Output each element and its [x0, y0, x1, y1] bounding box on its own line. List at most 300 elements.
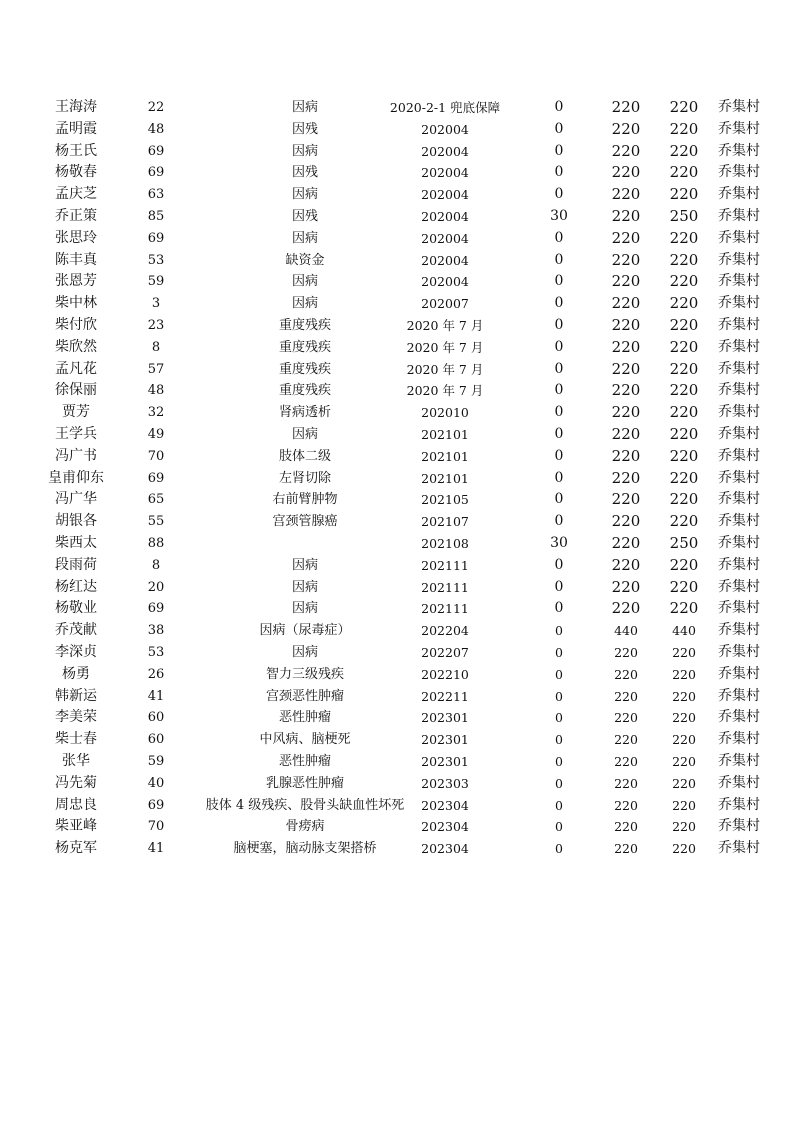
table-row: [0, 642, 793, 664]
base-amount-cell: 220: [611, 381, 641, 400]
data-table: [0, 97, 793, 860]
table-row: [0, 729, 793, 751]
total-amount-cell: 220: [672, 841, 696, 857]
subsidy-add-cell: 0: [555, 710, 563, 726]
name-cell: 孟明霞: [55, 120, 97, 137]
village-cell: 乔集村: [718, 687, 760, 704]
name-cell: 陈丰真: [55, 251, 97, 268]
reason-cell: 因病: [291, 557, 319, 573]
reason-cell: 恶性肿瘤: [278, 753, 332, 769]
age-cell: 88: [147, 535, 165, 551]
village-cell: 乔集村: [718, 164, 760, 181]
date-cell: 202004: [421, 143, 469, 159]
subsidy-add-cell: 0: [554, 360, 564, 377]
name-cell: 柴付欣: [55, 316, 97, 333]
total-amount-cell: 220: [669, 141, 699, 160]
reason-cell: 因残: [291, 121, 319, 137]
date-cell: 202304: [421, 841, 469, 857]
village-cell: 乔集村: [718, 295, 760, 312]
reason-cell: 因残: [291, 165, 319, 181]
age-cell: 70: [147, 819, 165, 835]
date-cell: 202004: [421, 121, 469, 137]
table-row: [0, 468, 793, 490]
subsidy-add-cell: 0: [554, 186, 564, 203]
total-amount-cell: 220: [672, 775, 696, 791]
base-amount-cell: 220: [614, 644, 638, 660]
base-amount-cell: 220: [611, 163, 641, 182]
subsidy-add-cell: 0: [555, 797, 563, 813]
subsidy-add-cell: 0: [554, 600, 564, 617]
table-row: [0, 315, 793, 337]
base-amount-cell: 220: [614, 710, 638, 726]
name-cell: 杨王氏: [55, 142, 97, 159]
total-amount-cell: 220: [672, 666, 696, 682]
date-cell: 202101: [421, 470, 469, 486]
village-cell: 乔集村: [718, 643, 760, 660]
date-cell: 202004: [421, 274, 469, 290]
table-row: [0, 271, 793, 293]
subsidy-add-cell: 0: [554, 382, 564, 399]
village-cell: 乔集村: [718, 665, 760, 682]
age-cell: 69: [147, 470, 165, 486]
reason-cell: 智力三级残疾: [265, 666, 345, 682]
age-cell: 69: [147, 797, 165, 813]
name-cell: 段雨荷: [55, 556, 97, 573]
table-row: [0, 141, 793, 163]
total-amount-cell: 250: [669, 533, 699, 552]
village-cell: 乔集村: [718, 796, 760, 813]
reason-cell: 因病: [291, 601, 319, 617]
name-cell: 冯先菊: [55, 774, 97, 791]
subsidy-add-cell: 0: [554, 578, 564, 595]
village-cell: 乔集村: [718, 709, 760, 726]
date-cell: 202301: [421, 710, 469, 726]
reason-cell: 重度残疾: [278, 361, 332, 377]
name-cell: 李美荣: [55, 709, 97, 726]
name-cell: 孟凡花: [55, 360, 97, 377]
name-cell: 柴欣然: [55, 338, 97, 355]
reason-cell: 宫颈恶性肿瘤: [265, 688, 345, 704]
age-cell: 49: [147, 426, 165, 442]
reason-cell: 中风病、脑梗死: [259, 732, 351, 748]
table-row: [0, 816, 793, 838]
subsidy-add-cell: 0: [555, 623, 563, 639]
village-cell: 乔集村: [718, 752, 760, 769]
subsidy-add-cell: 0: [555, 819, 563, 835]
age-cell: 38: [147, 623, 165, 639]
name-cell: 杨勇: [62, 665, 90, 682]
village-cell: 乔集村: [718, 556, 760, 573]
base-amount-cell: 220: [611, 446, 641, 465]
base-amount-cell: 220: [611, 533, 641, 552]
name-cell: 贾芳: [62, 404, 90, 421]
date-cell: 2020 年 7 月: [406, 361, 484, 377]
age-cell: 60: [147, 710, 165, 726]
name-cell: 柴亚峰: [55, 818, 97, 835]
age-cell: 48: [147, 121, 165, 137]
reason-cell: 恶性肿瘤: [278, 710, 332, 726]
table-row: [0, 97, 793, 119]
total-amount-cell: 220: [672, 688, 696, 704]
base-amount-cell: 220: [611, 141, 641, 160]
table-row: [0, 162, 793, 184]
village-cell: 乔集村: [718, 382, 760, 399]
village-cell: 乔集村: [718, 316, 760, 333]
base-amount-cell: 220: [614, 819, 638, 835]
name-cell: 乔正策: [55, 207, 97, 224]
name-cell: 乔茂献: [55, 622, 97, 639]
total-amount-cell: 440: [672, 623, 696, 639]
reason-cell: 重度残疾: [278, 317, 332, 333]
name-cell: 李深贞: [55, 643, 97, 660]
reason-cell: 因病（尿毒症）: [259, 623, 351, 639]
village-cell: 乔集村: [718, 273, 760, 290]
date-cell: 2020 年 7 月: [406, 317, 484, 333]
total-amount-cell: 220: [669, 98, 699, 116]
name-cell: 孟庆芝: [55, 186, 97, 203]
name-cell: 冯广书: [55, 447, 97, 464]
subsidy-add-cell: 0: [554, 316, 564, 333]
total-amount-cell: 220: [672, 819, 696, 835]
date-cell: 202210: [421, 666, 469, 682]
subsidy-add-cell: 0: [555, 732, 563, 748]
total-amount-cell: 220: [672, 644, 696, 660]
table-row: [0, 664, 793, 686]
total-amount-cell: 220: [669, 468, 699, 487]
reason-cell: 重度残疾: [278, 339, 332, 355]
total-amount-cell: 220: [669, 599, 699, 618]
age-cell: 70: [147, 448, 165, 464]
reason-cell: 因残: [291, 208, 319, 224]
name-cell: 胡银各: [55, 513, 97, 530]
date-cell: 202004: [421, 165, 469, 181]
age-cell: 65: [147, 492, 165, 508]
subsidy-add-cell: 0: [554, 273, 564, 290]
subsidy-add-cell: 0: [554, 99, 564, 115]
name-cell: 杨克军: [55, 840, 97, 857]
village-cell: 乔集村: [718, 731, 760, 748]
reason-cell: 因病: [291, 230, 319, 246]
subsidy-add-cell: 0: [554, 404, 564, 421]
village-cell: 乔集村: [718, 251, 760, 268]
age-cell: 23: [147, 317, 165, 333]
age-cell: 53: [147, 252, 165, 268]
date-cell: 202211: [421, 688, 469, 704]
total-amount-cell: 220: [669, 359, 699, 378]
total-amount-cell: 220: [669, 403, 699, 422]
table-row: [0, 337, 793, 359]
date-cell: 202304: [421, 819, 469, 835]
date-cell: 2020 年 7 月: [406, 339, 484, 355]
subsidy-add-cell: 0: [555, 841, 563, 857]
subsidy-add-cell: 0: [554, 142, 564, 159]
total-amount-cell: 220: [669, 163, 699, 182]
subsidy-add-cell: 0: [554, 229, 564, 246]
table-row: [0, 598, 793, 620]
table-row: [0, 773, 793, 795]
subsidy-add-cell: 0: [554, 513, 564, 530]
table-row: [0, 446, 793, 468]
date-cell: 202101: [421, 448, 469, 464]
date-cell: 202004: [421, 208, 469, 224]
base-amount-cell: 220: [614, 666, 638, 682]
village-cell: 乔集村: [718, 207, 760, 224]
age-cell: 69: [147, 230, 165, 246]
base-amount-cell: 220: [614, 688, 638, 704]
base-amount-cell: 220: [614, 753, 638, 769]
age-cell: 41: [147, 688, 165, 704]
base-amount-cell: 220: [611, 424, 641, 443]
total-amount-cell: 220: [669, 119, 699, 138]
reason-cell: 骨痨病: [285, 819, 325, 835]
total-amount-cell: 220: [669, 250, 699, 269]
reason-cell: 肢体 4 级残疾、股骨头缺血性坏死: [205, 797, 405, 813]
village-cell: 乔集村: [718, 404, 760, 421]
table-row: [0, 511, 793, 533]
subsidy-add-cell: 0: [554, 338, 564, 355]
date-cell: 202004: [421, 187, 469, 203]
total-amount-cell: 220: [669, 337, 699, 356]
age-cell: 32: [147, 405, 165, 421]
subsidy-add-cell: 0: [555, 688, 563, 704]
age-cell: 59: [147, 274, 165, 290]
date-cell: 202304: [421, 797, 469, 813]
village-cell: 乔集村: [718, 774, 760, 791]
reason-cell: 因病: [291, 143, 319, 159]
total-amount-cell: 220: [669, 424, 699, 443]
total-amount-cell: 250: [669, 206, 699, 225]
base-amount-cell: 220: [611, 98, 641, 116]
age-cell: 40: [147, 775, 165, 791]
age-cell: 69: [147, 165, 165, 181]
subsidy-add-cell: 0: [555, 644, 563, 660]
age-cell: 55: [147, 514, 165, 530]
name-cell: 徐保丽: [55, 382, 97, 399]
base-amount-cell: 220: [611, 315, 641, 334]
total-amount-cell: 220: [672, 753, 696, 769]
name-cell: 柴西太: [55, 534, 97, 551]
base-amount-cell: 220: [611, 228, 641, 247]
table-row: [0, 402, 793, 424]
total-amount-cell: 220: [669, 512, 699, 531]
reason-cell: 右前臂肿物: [272, 492, 338, 508]
name-cell: 柴中林: [55, 295, 97, 312]
total-amount-cell: 220: [669, 228, 699, 247]
total-amount-cell: 220: [669, 577, 699, 596]
base-amount-cell: 220: [614, 775, 638, 791]
age-cell: 8: [151, 339, 161, 355]
reason-cell: 脑梗塞，脑动脉支架搭桥: [233, 841, 377, 857]
reason-cell: 因病: [291, 579, 319, 595]
reason-cell: 缺资金: [285, 252, 325, 268]
subsidy-add-cell: 0: [555, 775, 563, 791]
table-row: [0, 206, 793, 228]
reason-cell: 肢体二级: [278, 448, 332, 464]
date-cell: 202111: [421, 557, 469, 573]
date-cell: 202207: [421, 644, 469, 660]
table-row: [0, 795, 793, 817]
age-cell: 69: [147, 143, 165, 159]
village-cell: 乔集村: [718, 600, 760, 617]
base-amount-cell: 220: [611, 403, 641, 422]
age-cell: 20: [147, 579, 165, 595]
village-cell: 乔集村: [718, 534, 760, 551]
table-row: [0, 533, 793, 555]
age-cell: 8: [151, 557, 161, 573]
total-amount-cell: 220: [672, 797, 696, 813]
date-cell: 202007: [421, 296, 469, 312]
base-amount-cell: 220: [611, 599, 641, 618]
date-cell: 2020-2-1 兜底保障: [389, 100, 501, 115]
village-cell: 乔集村: [718, 142, 760, 159]
village-cell: 乔集村: [718, 491, 760, 508]
date-cell: 202108: [421, 535, 469, 551]
total-amount-cell: 220: [672, 710, 696, 726]
reason-cell: 因病: [291, 100, 319, 115]
table-row: [0, 555, 793, 577]
village-cell: 乔集村: [718, 513, 760, 530]
base-amount-cell: 220: [611, 250, 641, 269]
reason-cell: 因病: [291, 426, 319, 442]
age-cell: 69: [147, 601, 165, 617]
date-cell: 202301: [421, 732, 469, 748]
subsidy-add-cell: 0: [554, 491, 564, 508]
name-cell: 冯广华: [55, 491, 97, 508]
village-cell: 乔集村: [718, 840, 760, 857]
date-cell: 202010: [421, 405, 469, 421]
name-cell: 周忠良: [55, 796, 97, 813]
age-cell: 57: [147, 361, 165, 377]
village-cell: 乔集村: [718, 229, 760, 246]
name-cell: 杨敬业: [55, 600, 97, 617]
table-row: [0, 838, 793, 860]
date-cell: 202101: [421, 426, 469, 442]
date-cell: 202105: [421, 492, 469, 508]
village-cell: 乔集村: [718, 99, 760, 115]
village-cell: 乔集村: [718, 622, 760, 639]
village-cell: 乔集村: [718, 360, 760, 377]
date-cell: 202204: [421, 623, 469, 639]
reason-cell: 重度残疾: [278, 383, 332, 399]
table-row: [0, 751, 793, 773]
total-amount-cell: 220: [669, 185, 699, 204]
subsidy-add-cell: 0: [554, 120, 564, 137]
name-cell: 张华: [62, 752, 90, 769]
base-amount-cell: 220: [611, 490, 641, 509]
total-amount-cell: 220: [669, 555, 699, 574]
village-cell: 乔集村: [718, 120, 760, 137]
date-cell: 202111: [421, 601, 469, 617]
base-amount-cell: 440: [614, 623, 638, 639]
age-cell: 59: [147, 753, 165, 769]
table-row: [0, 359, 793, 381]
name-cell: 张思玲: [55, 229, 97, 246]
age-cell: 22: [147, 100, 165, 115]
total-amount-cell: 220: [669, 446, 699, 465]
age-cell: 53: [147, 644, 165, 660]
subsidy-add-cell: 0: [554, 251, 564, 268]
age-cell: 3: [151, 296, 161, 312]
date-cell: 202004: [421, 230, 469, 246]
base-amount-cell: 220: [611, 577, 641, 596]
table-row: [0, 577, 793, 599]
subsidy-add-cell: 0: [555, 666, 563, 682]
base-amount-cell: 220: [611, 337, 641, 356]
base-amount-cell: 220: [611, 272, 641, 291]
total-amount-cell: 220: [669, 490, 699, 509]
village-cell: 乔集村: [718, 469, 760, 486]
total-amount-cell: 220: [669, 294, 699, 313]
total-amount-cell: 220: [669, 381, 699, 400]
date-cell: 202303: [421, 775, 469, 791]
age-cell: 26: [147, 666, 165, 682]
table-row: [0, 620, 793, 642]
table-row: [0, 380, 793, 402]
base-amount-cell: 220: [611, 512, 641, 531]
subsidy-add-cell: 0: [554, 164, 564, 181]
reason-cell: 肾病透析: [278, 405, 332, 421]
base-amount-cell: 220: [611, 555, 641, 574]
base-amount-cell: 220: [614, 797, 638, 813]
table-row: [0, 686, 793, 708]
village-cell: 乔集村: [718, 578, 760, 595]
base-amount-cell: 220: [611, 294, 641, 313]
base-amount-cell: 220: [614, 841, 638, 857]
village-cell: 乔集村: [718, 425, 760, 442]
base-amount-cell: 220: [611, 359, 641, 378]
reason-cell: 因病: [291, 644, 319, 660]
base-amount-cell: 220: [611, 206, 641, 225]
reason-cell: 因病: [291, 187, 319, 203]
age-cell: 60: [147, 732, 165, 748]
age-cell: 85: [147, 208, 165, 224]
table-row: [0, 228, 793, 250]
reason-cell: 乳腺恶性肿瘤: [265, 775, 345, 791]
table-row: [0, 489, 793, 511]
subsidy-add-cell: 30: [550, 207, 568, 224]
name-cell: 柴士春: [55, 731, 97, 748]
date-cell: 202301: [421, 753, 469, 769]
table-row: [0, 424, 793, 446]
subsidy-add-cell: 0: [555, 753, 563, 769]
total-amount-cell: 220: [672, 732, 696, 748]
village-cell: 乔集村: [718, 338, 760, 355]
name-cell: 韩新运: [55, 687, 97, 704]
name-cell: 王学兵: [55, 425, 97, 442]
village-cell: 乔集村: [718, 186, 760, 203]
base-amount-cell: 220: [614, 732, 638, 748]
total-amount-cell: 220: [669, 315, 699, 334]
name-cell: 杨红达: [55, 578, 97, 595]
reason-cell: 宫颈管腺癌: [272, 514, 338, 530]
village-cell: 乔集村: [718, 818, 760, 835]
reason-cell: 因病: [291, 274, 319, 290]
base-amount-cell: 220: [611, 468, 641, 487]
reason-cell: 左肾切除: [278, 470, 332, 486]
subsidy-add-cell: 0: [554, 469, 564, 486]
name-cell: 杨敬春: [55, 164, 97, 181]
base-amount-cell: 220: [611, 185, 641, 204]
table-row: [0, 293, 793, 315]
date-cell: 202111: [421, 579, 469, 595]
date-cell: 2020 年 7 月: [406, 383, 484, 399]
name-cell: 皇甫仰东: [48, 469, 104, 486]
base-amount-cell: 220: [611, 119, 641, 138]
village-cell: 乔集村: [718, 447, 760, 464]
age-cell: 41: [147, 841, 165, 857]
date-cell: 202107: [421, 514, 469, 530]
age-cell: 63: [147, 187, 165, 203]
